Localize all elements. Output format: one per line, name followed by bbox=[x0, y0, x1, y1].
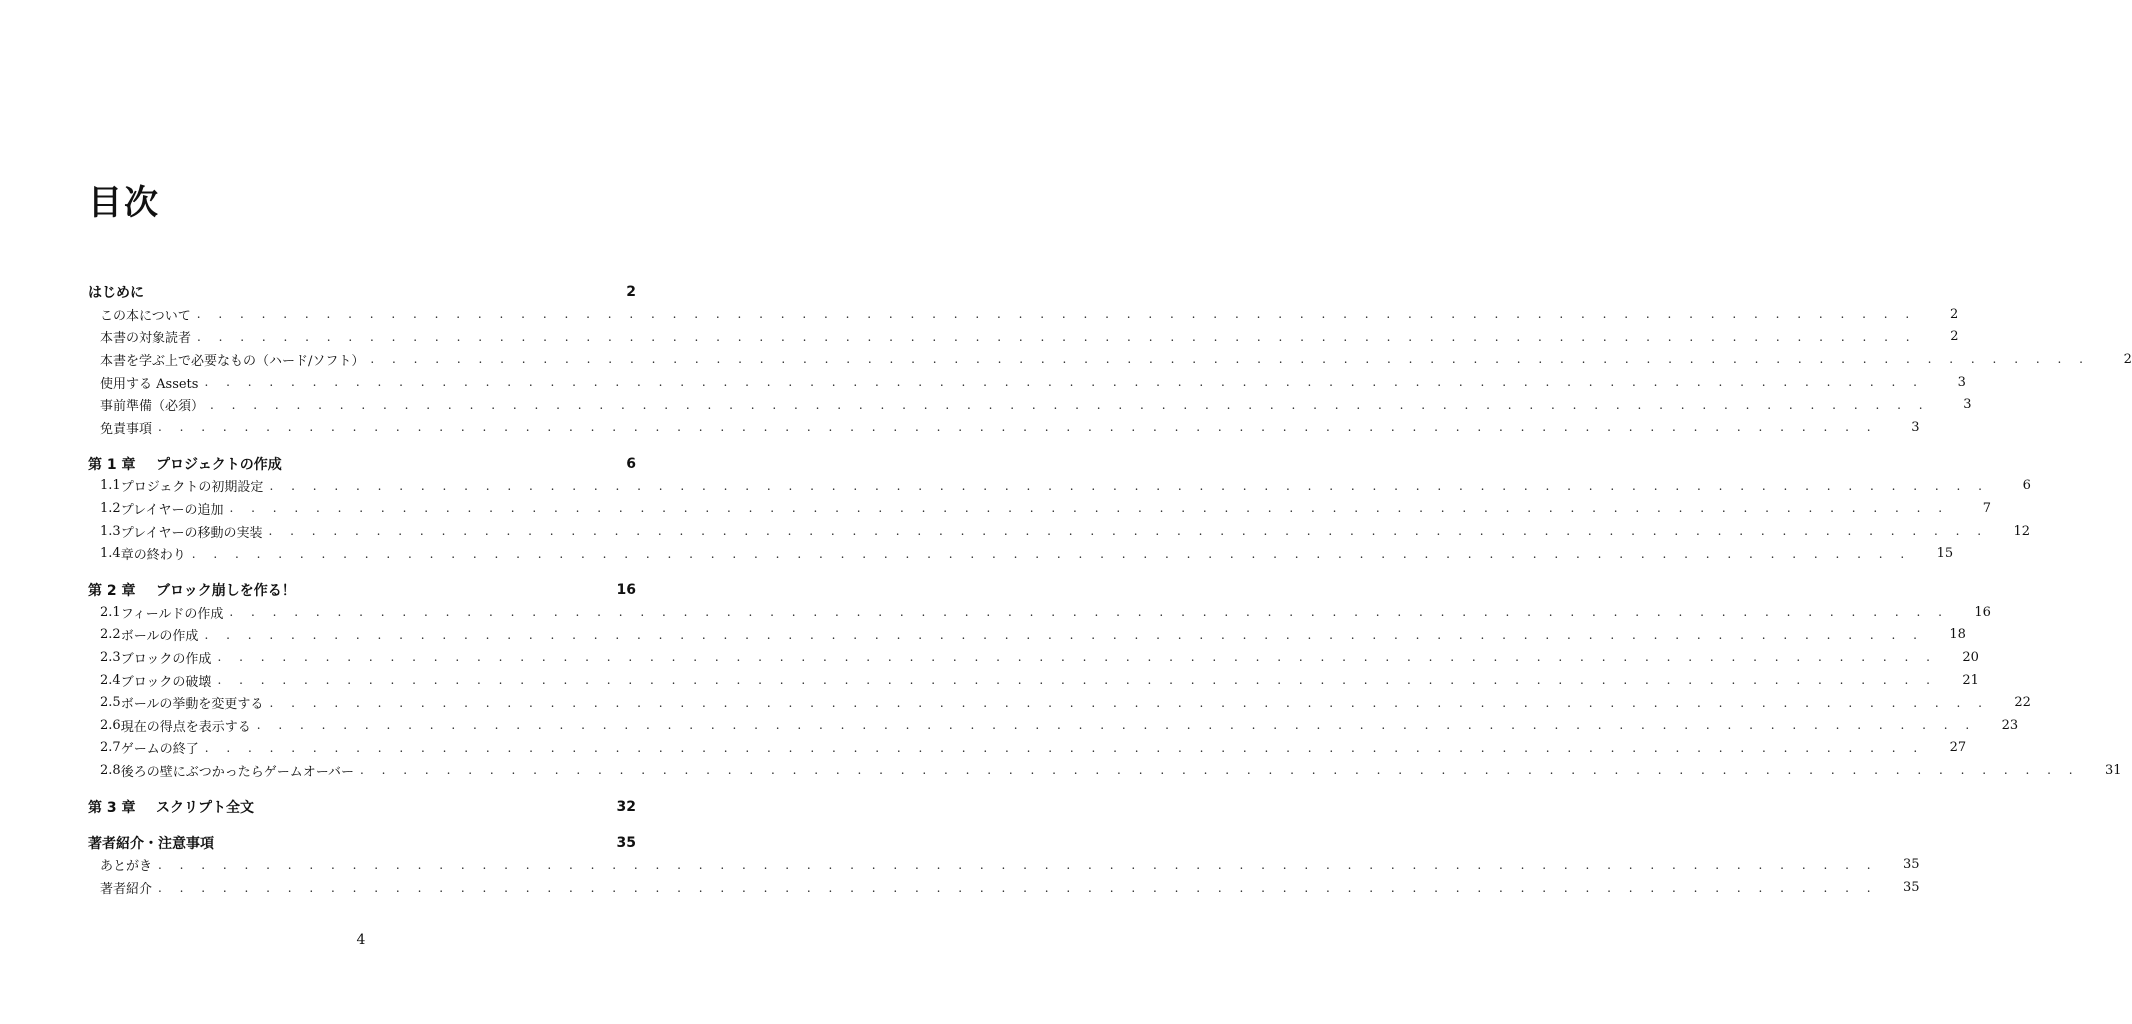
entry-page-number: 2 bbox=[2123, 351, 2132, 367]
toc-entry[interactable] bbox=[88, 624, 1966, 647]
chapter-title: プロジェクトの作成 bbox=[156, 456, 282, 473]
entry-number: 2.5 bbox=[100, 695, 121, 711]
dot-leader: . . . . . . . . . . . . . . . . . . . . . . . . . . . . . . . . . . . . . . . . . . . . . . . . . . . . . . . . . . . . . . . . . . . . . . . . . . . . . . . . bbox=[204, 375, 1924, 390]
entry-title: ボールの挙動を変更する bbox=[120, 697, 264, 713]
entry-page-number: 22 bbox=[2014, 695, 2031, 711]
dot-leader: . . . . . . . . . . . . . . . . . . . . . . . . . . . . . . . . . . . . . . . . . . . . . . . . . . . . . . . . . . . . . . . . . . . . . . . . . . . . . . . . bbox=[197, 329, 1917, 344]
entry-page-number: 35 bbox=[1902, 880, 1920, 896]
toc-chapter-heading[interactable] bbox=[88, 453, 636, 475]
entry-title: プロジェクトの初期設定 bbox=[120, 480, 264, 496]
toc-entry[interactable] bbox=[88, 759, 2122, 782]
dot-leader: . . . . . . . . . . . . . . . . . . . . . . . . . . . . . . . . . . . . . . . . . . . . . . . . . . . . . . . . . . . . . . . . . . . . . . . . . . . . . . . . bbox=[158, 857, 1878, 872]
entry-title: ブロックの作成 bbox=[120, 651, 212, 667]
chapter-page-number: 16 bbox=[616, 581, 636, 598]
chapter-page-number: 32 bbox=[616, 798, 636, 815]
toc-chapter-heading[interactable] bbox=[88, 579, 636, 601]
toc-entry[interactable] bbox=[88, 876, 1920, 899]
toc-entry[interactable] bbox=[88, 326, 1959, 349]
dot-leader: . . . . . . . . . . . . . . . . . . . . . . . . . . . . . . . . . . . . . . . . . . . . . . . . . . . . . . . . . . . . . . . . . . . . . . . . . . . . . . . . bbox=[269, 478, 1989, 493]
entry-number: 1.2 bbox=[100, 500, 121, 516]
entry-page-number: 27 bbox=[1949, 740, 1967, 756]
page-title: 目次 bbox=[88, 182, 160, 223]
chapter-title: はじめに bbox=[88, 285, 144, 301]
entry-page-number: 12 bbox=[2013, 523, 2031, 539]
chapter-title: 著者紹介・注意事項 bbox=[88, 835, 214, 852]
entry-page-number: 7 bbox=[1982, 500, 1992, 516]
dot-leader: . . . . . . . . . . . . . . . . . . . . . . . . . . . . . . . . . . . . . . . . . . . . . . . . . . . . . . . . . . . . . . . . . . . . . . . . . . . . . . . . bbox=[204, 740, 1925, 755]
entry-title: 著者紹介 bbox=[100, 882, 153, 898]
entry-page-number: 15 bbox=[1936, 546, 1954, 562]
toc-entry[interactable] bbox=[88, 371, 1966, 394]
entry-title: ゲームの終了 bbox=[120, 742, 199, 758]
entry-title: ブロックの破壊 bbox=[120, 674, 212, 690]
dot-leader: . . . . . . . . . . . . . . . . . . . . . . . . . . . . . . . . . . . . . . . . . . . . . . . . . . . . . . . . . . . . . . . . . . . . . . . . . . . . . . . . bbox=[229, 501, 1950, 516]
entry-number: 1.3 bbox=[100, 523, 121, 539]
entry-title: 本書を学ぶ上で必要なもの（ハード/ソフト） bbox=[100, 353, 365, 369]
chapter-number: 第 3 章 bbox=[88, 799, 136, 816]
toc-entry[interactable] bbox=[88, 475, 2031, 498]
chapter-page-number: 2 bbox=[626, 284, 636, 300]
toc-entry[interactable] bbox=[88, 714, 2019, 737]
entry-number: 2.4 bbox=[100, 672, 121, 688]
toc-chapter-heading[interactable] bbox=[88, 796, 636, 818]
entry-page-number: 16 bbox=[1974, 604, 1991, 620]
chapter-number: 第 1 章 bbox=[88, 456, 136, 473]
chapter-title: ブロック崩しを作る！ bbox=[156, 582, 296, 599]
toc-section bbox=[88, 281, 2132, 439]
entry-title: 免責事項 bbox=[100, 421, 153, 437]
entry-number: 2.8 bbox=[100, 762, 121, 778]
toc-chapter-heading[interactable] bbox=[88, 832, 636, 854]
entry-title: 後ろの壁にぶつかったらゲームオーバー bbox=[120, 764, 355, 780]
dot-leader: . . . . . . . . . . . . . . . . . . . . . . . . . . . . . . . . . . . . . . . . . . . . . . . . . . . . . . . . . . . . . . . . . . . . . . . . . . . . . . . . bbox=[204, 627, 1924, 642]
entry-number: 1.1 bbox=[100, 478, 121, 494]
entry-title: ボールの作成 bbox=[120, 629, 199, 645]
toc-entry[interactable] bbox=[88, 854, 1920, 877]
toc-entry[interactable] bbox=[88, 691, 2031, 714]
entry-page-number: 3 bbox=[1911, 419, 1920, 435]
entry-number: 2.2 bbox=[100, 627, 121, 643]
entry-page-number: 6 bbox=[2022, 478, 2031, 494]
entry-page-number: 18 bbox=[1949, 627, 1966, 643]
toc-entry[interactable] bbox=[88, 497, 1992, 520]
entry-title: プレイヤーの移動の実装 bbox=[120, 525, 263, 541]
entry-number: 2.3 bbox=[100, 649, 121, 665]
entry-title: プレイヤーの追加 bbox=[120, 502, 224, 518]
toc-section bbox=[88, 453, 2031, 565]
toc-entry[interactable] bbox=[88, 303, 1959, 326]
dot-leader: . . . . . . . . . . . . . . . . . . . . . . . . . . . . . . . . . . . . . . . . . . . . . . . . . . . . . . . . . . . . . . . . . . . . . . . . . . . . . . . . bbox=[210, 397, 1930, 412]
dot-leader: . . . . . . . . . . . . . . . . . . . . . . . . . . . . . . . . . . . . . . . . . . . . . . . . . . . . . . . . . . . . . . . . . . . . . . . . . . . . . . . . bbox=[158, 880, 1878, 895]
entry-title: 使用する Assets bbox=[100, 376, 199, 392]
chapter-title: スクリプト全文 bbox=[156, 799, 254, 816]
entry-number: 2.6 bbox=[100, 717, 121, 733]
toc-entry[interactable] bbox=[88, 542, 1954, 565]
dot-leader: . . . . . . . . . . . . . . . . . . . . . . . . . . . . . . . . . . . . . . . . . . . . . . . . . . . . . . . . . . . . . . . . . . . . . . . . . . . . . . . . bbox=[268, 524, 1989, 539]
dot-leader: . . . . . . . . . . . . . . . . . . . . . . . . . . . . . . . . . . . . . . . . . . . . . . . . . . . . . . . . . . . . . . . . . . . . . . . . . . . . . . . . bbox=[217, 650, 1937, 665]
entry-page-number: 23 bbox=[2001, 717, 2019, 733]
entry-page-number: 21 bbox=[1962, 672, 1979, 688]
entry-number: 2.1 bbox=[100, 604, 121, 620]
dot-leader: . . . . . . . . . . . . . . . . . . . . . . . . . . . . . . . . . . . . . . . . . . . . . . . . . . . . . . . . . . . . . . . . . . . . . . . . . . . . . . . . bbox=[217, 673, 1937, 688]
toc-entry[interactable] bbox=[88, 737, 1967, 760]
entry-page-number: 3 bbox=[1957, 374, 1966, 390]
dot-leader: . . . . . . . . . . . . . . . . . . . . . . . . . . . . . . . . . . . . . . . . . . . . . . . . . . . . . . . . . . . . . . . . . . . . . . . . . . . . . . . . bbox=[256, 718, 1977, 733]
chapter-page-number: 6 bbox=[626, 455, 636, 472]
toc-entry[interactable] bbox=[88, 601, 1991, 624]
dot-leader: . . . . . . . . . . . . . . . . . . . . . . . . . . . . . . . . . . . . . . . . . . . . . . . . . . . . . . . . . . . . . . . . . . . . . . . . . . . . . . . . bbox=[370, 352, 2090, 367]
dot-leader: . . . . . . . . . . . . . . . . . . . . . . . . . . . . . . . . . . . . . . . . . . . . . . . . . . . . . . . . . . . . . . . . . . . . . . . . . . . . . . . . bbox=[158, 420, 1878, 435]
chapter-number: 第 2 章 bbox=[88, 582, 136, 599]
dot-leader: . . . . . . . . . . . . . . . . . . . . . . . . . . . . . . . . . . . . . . . . . . . . . . . . . . . . . . . . . . . . . . . . . . . . . . . . . . . . . . . . bbox=[229, 605, 1949, 620]
entry-page-number: 2 bbox=[1950, 329, 1959, 345]
entry-number: 1.4 bbox=[100, 546, 121, 562]
toc-entry[interactable] bbox=[88, 669, 1979, 692]
toc-section bbox=[88, 579, 2122, 782]
toc-chapter-heading[interactable] bbox=[88, 281, 636, 303]
entry-number: 2.7 bbox=[100, 740, 121, 756]
entry-page-number: 35 bbox=[1902, 857, 1920, 873]
dot-leader: . . . . . . . . . . . . . . . . . . . . . . . . . . . . . . . . . . . . . . . . . . . . . . . . . . . . . . . . . . . . . . . . . . . . . . . . . . . . . . . . bbox=[196, 307, 1917, 322]
toc-section bbox=[88, 832, 1920, 899]
entry-title: フィールドの作成 bbox=[120, 606, 224, 622]
toc-entry[interactable] bbox=[88, 393, 1972, 416]
entry-page-number: 3 bbox=[1963, 397, 1972, 413]
entry-title: 事前準備（必須） bbox=[100, 399, 205, 415]
page-number: 4 bbox=[356, 932, 366, 948]
entry-page-number: 31 bbox=[2105, 762, 2122, 778]
toc-section bbox=[88, 796, 636, 818]
toc-entry[interactable] bbox=[88, 646, 1979, 669]
entry-title: あとがき bbox=[100, 859, 153, 875]
entry-title: 本書の対象読者 bbox=[100, 331, 192, 347]
table-of-contents bbox=[88, 281, 2132, 913]
toc-entry[interactable] bbox=[88, 348, 2132, 371]
entry-page-number: 20 bbox=[1962, 649, 1979, 665]
dot-leader: . . . . . . . . . . . . . . . . . . . . . . . . . . . . . . . . . . . . . . . . . . . . . . . . . . . . . . . . . . . . . . . . . . . . . . . . . . . . . . . . bbox=[191, 546, 1912, 561]
chapter-page-number: 35 bbox=[616, 834, 636, 851]
entry-title: この本について bbox=[100, 308, 191, 324]
entry-page-number: 2 bbox=[1949, 306, 1959, 322]
toc-entry[interactable] bbox=[88, 520, 2031, 543]
entry-title: 現在の得点を表示する bbox=[120, 719, 251, 735]
dot-leader: . . . . . . . . . . . . . . . . . . . . . . . . . . . . . . . . . . . . . . . . . . . . . . . . . . . . . . . . . . . . . . . . . . . . . . . . . . . . . . . . bbox=[360, 763, 2080, 778]
entry-title: 章の終わり bbox=[120, 548, 186, 564]
dot-leader: . . . . . . . . . . . . . . . . . . . . . . . . . . . . . . . . . . . . . . . . . . . . . . . . . . . . . . . . . . . . . . . . . . . . . . . . . . . . . . . . bbox=[269, 695, 1989, 710]
toc-entry[interactable] bbox=[88, 416, 1920, 439]
